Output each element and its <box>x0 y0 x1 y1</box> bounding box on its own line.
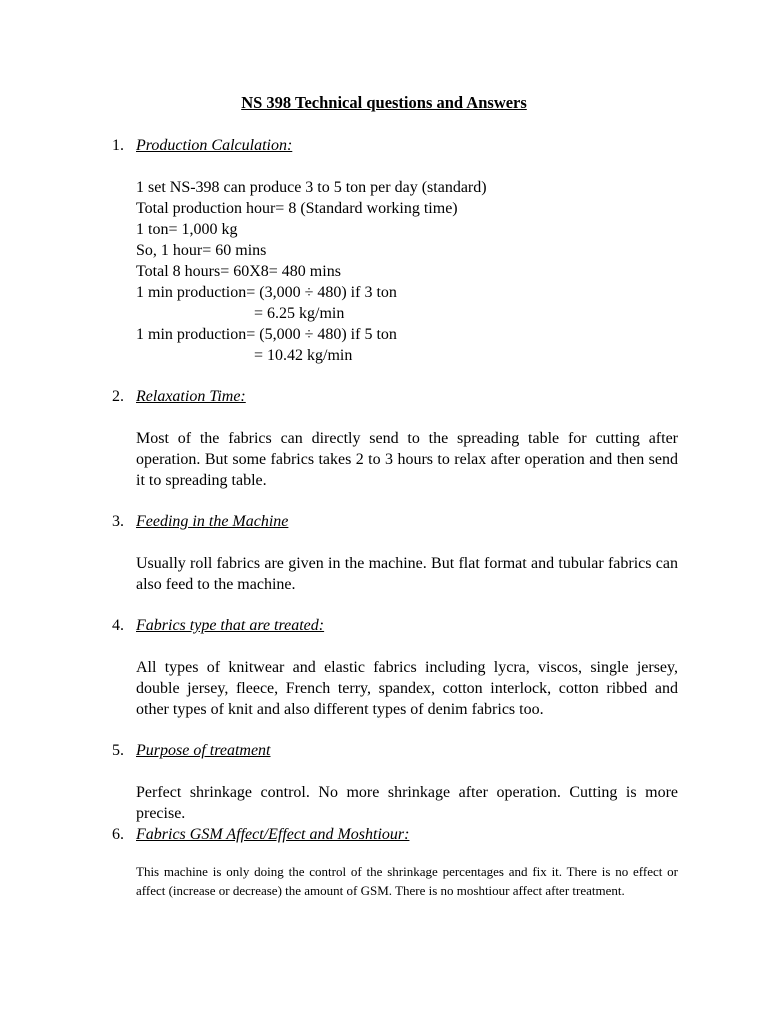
section-heading-purpose: Purpose of treatment <box>136 742 271 759</box>
calc-result-line: = 10.42 kg/min <box>254 347 353 364</box>
section-body-purpose: Perfect shrinkage control. No more shrinkage after operation. Cutting is more precise. <box>136 784 678 822</box>
calc-line: Total production hour= 8 (Standard working time) <box>136 200 458 217</box>
calc-line: 1 ton= 1,000 kg <box>136 221 238 238</box>
section-heading-gsm-affect: Fabrics GSM Affect/Effect and Moshtiour: <box>136 826 410 843</box>
section-body-feeding: Usually roll fabrics are given in the machine. But flat format and tubular fabrics can also feed to the machine. <box>136 555 678 593</box>
section-body-fabrics-type: All types of knitwear and elastic fabrics including lycra, viscos, single jersey, double jersey, fleece, French terry, spandex, cotton interlock, cotton ribbed and other types of knit and also different types of denim fabrics too. <box>136 659 678 718</box>
section-heading-production-calculation: Production Calculation: <box>136 137 293 154</box>
section-body-relaxation-time: Most of the fabrics can directly send to the spreading table for cutting after operation. But some fabrics takes 2 to 3 hours to relax after operation and then send it to spreading table. <box>136 430 678 489</box>
section-heading-relaxation-time: Relaxation Time: <box>136 388 246 405</box>
calc-line: So, 1 hour= 60 mins <box>136 242 267 259</box>
page-title: NS 398 Technical questions and Answers <box>241 93 527 112</box>
section-number: 4. <box>112 617 124 634</box>
calc-result-line: = 6.25 kg/min <box>254 305 345 322</box>
section-heading-fabrics-type: Fabrics type that are treated: <box>136 617 325 634</box>
calc-line: Total 8 hours= 60X8= 480 mins <box>136 263 341 280</box>
calc-line: 1 min production= (5,000 ÷ 480) if 5 ton <box>136 326 397 343</box>
calc-line: 1 min production= (3,000 ÷ 480) if 3 ton <box>136 284 397 301</box>
section-number: 3. <box>112 513 124 530</box>
section-heading-feeding: Feeding in the Machine <box>136 513 289 530</box>
calc-line: 1 set NS-398 can produce 3 to 5 ton per day (standard) <box>136 179 487 196</box>
section-body-gsm-affect: This machine is only doing the control of the shrinkage percentages and fix it. There is no effect or affect (increase or decrease) the amount of GSM. There is no moshtiour affect after treatment. <box>136 864 678 898</box>
section-number: 2. <box>112 388 124 405</box>
section-number: 5. <box>112 742 124 759</box>
section-number: 1. <box>112 137 124 154</box>
section-number: 6. <box>112 826 124 843</box>
